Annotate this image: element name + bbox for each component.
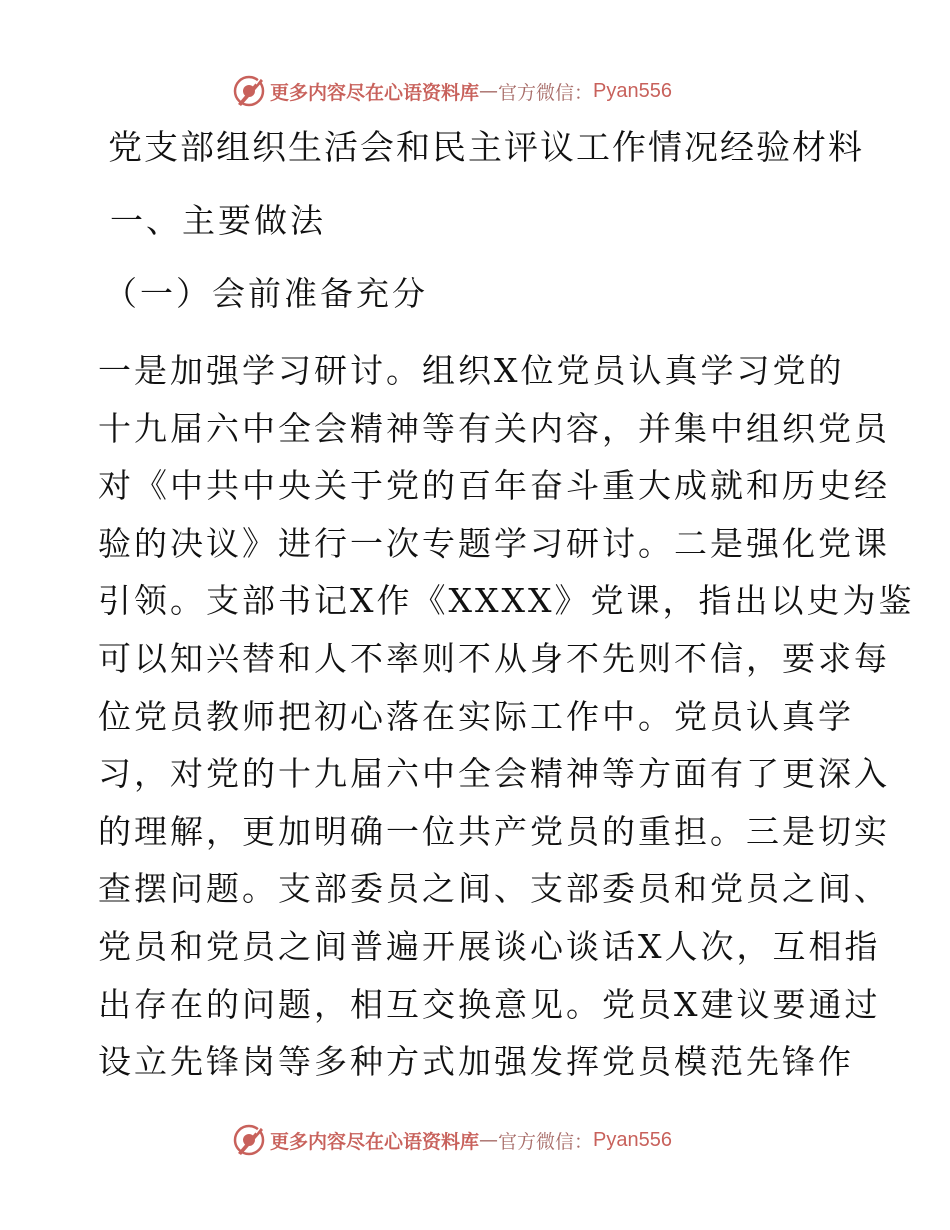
body-line: 习，对党的十九届六中全会精神等方面有了更深入 <box>98 754 890 794</box>
body-paragraph <box>98 342 915 1091</box>
body-line: 引领。支部书记X作《XXXX》党课，指出以史为鉴 <box>98 581 915 621</box>
watermark-wechat-id: Pyan556 <box>593 1128 672 1151</box>
watermark-main-text: 更多内容尽在心语资料库 <box>270 81 480 104</box>
body-line: 查摆问题。支部委员之间、支部委员和党员之间、 <box>98 869 890 909</box>
body-line: 可以知兴替和人不率则不从身不先则不信，要求每 <box>98 638 890 678</box>
quill-logo-icon <box>232 1123 266 1157</box>
body-line: 对《中共中央关于党的百年奋斗重大成就和历史经 <box>98 466 890 506</box>
document-title: 党支部组织生活会和民主评议工作情况经验材料 <box>108 128 864 168</box>
body-line: 位党员教师把初心落在实际工作中。党员认真学 <box>98 696 854 736</box>
watermark-wechat-id: Pyan556 <box>593 79 672 102</box>
watermark-separator: — <box>479 1129 499 1151</box>
subsection-heading: （一）会前准备充分 <box>104 274 428 313</box>
body-line: 一是加强学习研讨。组织X位党员认真学习党的 <box>98 351 845 390</box>
watermark-wechat-label: 官方微信： <box>498 1130 594 1153</box>
body-line: 十九届六中全会精神等有关内容，并集中组织党员 <box>98 408 890 448</box>
body-line: 设立先锋岗等多种方式加强发挥党员模范先锋作 <box>98 1042 854 1082</box>
body-line: 出存在的问题，相互交换意见。党员X建议要通过 <box>98 984 881 1024</box>
body-line: 的理解，更加明确一位共产党员的重担。三是切实 <box>98 811 890 851</box>
quill-logo-icon <box>232 74 266 108</box>
watermark-separator: — <box>479 80 499 102</box>
watermark-wechat-label: 官方微信： <box>498 81 594 104</box>
watermark-main-text: 更多内容尽在心语资料库 <box>270 1130 480 1153</box>
body-line: 党员和党员之间普遍开展谈心谈话X人次，互相指 <box>98 926 881 966</box>
body-line: 验的决议》进行一次专题学习研讨。二是强化党课 <box>98 523 890 563</box>
header-watermark <box>232 71 672 111</box>
footer-watermark <box>232 1120 672 1160</box>
section-heading: 一、主要做法 <box>110 201 326 240</box>
